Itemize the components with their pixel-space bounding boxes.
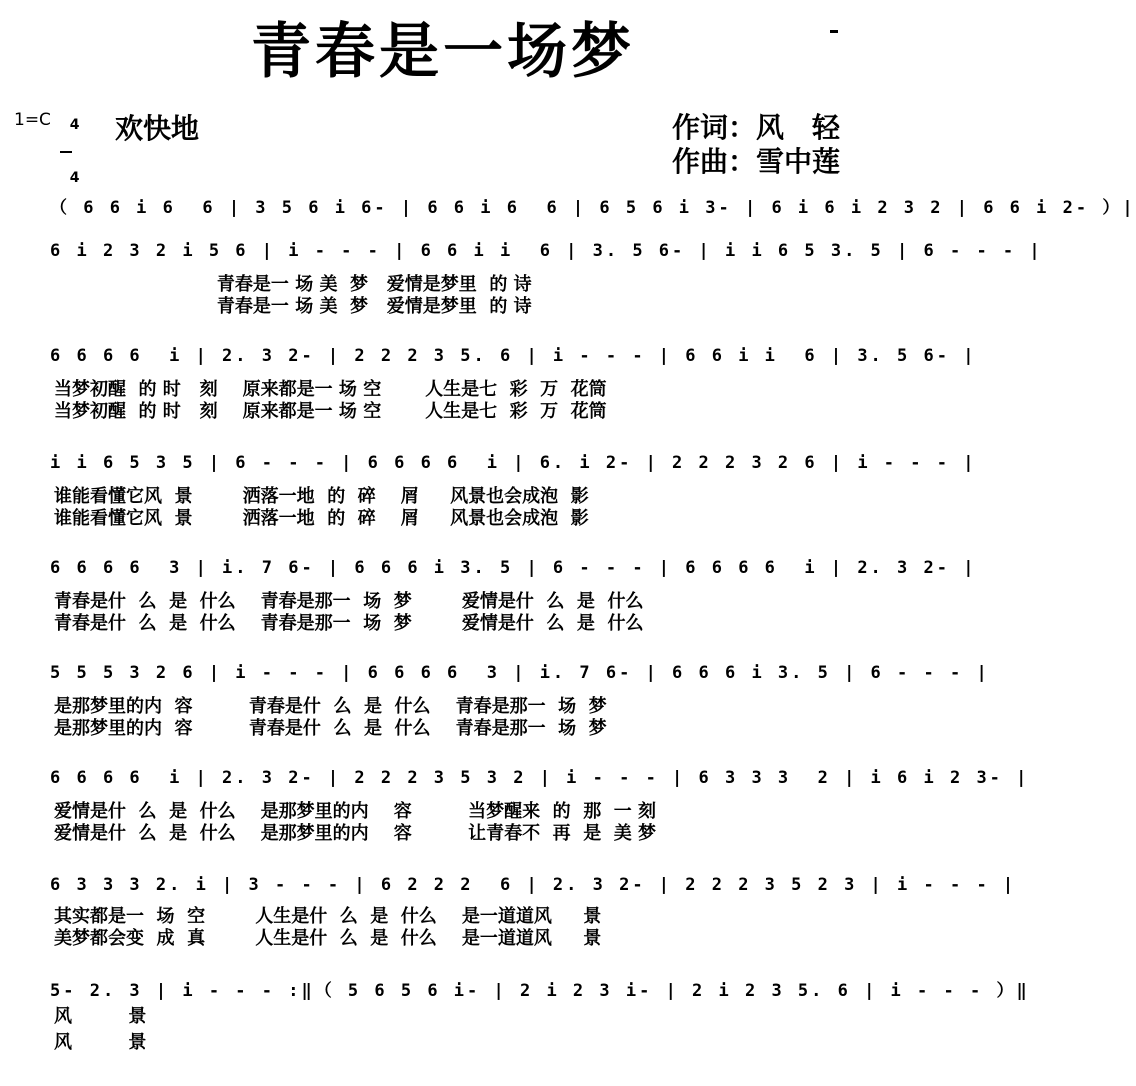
stray-mark [830,30,838,33]
notation-line: 6 6 6 6 i | 2. 3 2- | 2 2 2 3 5. 6 | i - - - | 6 6 i i 6 | 3. 5 6- | [50,346,977,366]
lyricist-credit: 作词：风 轻 [672,111,841,144]
lyric-line: 风 景 [54,1032,147,1053]
time-signature-bar [60,151,72,153]
lyric-line: 风 景 [54,1006,147,1027]
notation-line: i i 6 5 3 5 | 6 - - - | 6 6 6 6 i | 6. i 2- | 2 2 2 3 2 6 | i - - - | [50,453,977,473]
song-title: 青春是一场梦 [251,17,635,87]
notation-line: （ 6 6 i 6 6 | 3 5 6 i 6- | 6 6 i 6 6 | 6 5 6 i 3- | 6 i 6 i 2 3 2 | 6 6 i 2- ）| [50,198,1136,218]
notation-line: 5 5 5 3 2 6 | i - - - | 6 6 6 6 3 | i. 7 6- | 6 6 6 i 3. 5 | 6 - - - | [50,663,990,683]
lyric-line: 美梦都会变 成 真 人生是什 么 是 什么 是一道道风 景 [54,928,602,949]
time-signature-top: 4 [69,117,80,133]
lyric-line: 其实都是一 场 空 人生是什 么 是 什么 是一道道风 景 [54,906,602,927]
lyric-line: 是那梦里的内 容 青春是什 么 是 什么 青春是那一 场 梦 [54,718,607,739]
tempo-marking: 欢快地 [115,112,200,145]
lyric-line: 当梦初醒 的 时 刻 原来都是一 场 空 人生是七 彩 万 花筒 [54,379,607,400]
time-signature-bottom: 4 [69,170,80,186]
lyric-line: 青春是什 么 是 什么 青春是那一 场 梦 爱情是什 么 是 什么 [54,591,644,612]
composer-credit: 作曲：雪中莲 [672,145,841,178]
lyric-line: 青春是一 场 美 梦 爱情是梦里 的 诗 [54,274,532,295]
notation-line: 6 6 6 6 i | 2. 3 2- | 2 2 2 3 5 3 2 | i - - - | 6 3 3 3 2 | i 6 i 2 3- | [50,768,1030,788]
lyric-line: 谁能看懂它风 景 洒落一地 的 碎 屑 风景也会成泡 影 [54,486,589,507]
notation-line: 5- 2. 3 | i - - - :‖（ 5 6 5 6 i- | 2 i 2 3 i- | 2 i 2 3 5. 6 | i - - - ）‖ [50,981,1030,1001]
lyric-line: 爱情是什 么 是 什么 是那梦里的内 容 让青春不 再 是 美 梦 [54,823,656,844]
lyric-line: 爱情是什 么 是 什么 是那梦里的内 容 当梦醒来 的 那 一 刻 [54,801,656,822]
time-signature [60,100,80,187]
lyric-line: 是那梦里的内 容 青春是什 么 是 什么 青春是那一 场 梦 [54,696,607,717]
lyric-line: 青春是什 么 是 什么 青春是那一 场 梦 爱情是什 么 是 什么 [54,613,644,634]
notation-line: 6 3 3 3 2. i | 3 - - - | 6 2 2 2 6 | 2. 3 2- | 2 2 2 3 5 2 3 | i - - - | [50,875,1017,895]
lyric-line: 青春是一 场 美 梦 爱情是梦里 的 诗 [54,296,532,317]
notation-line: 6 6 6 6 3 | i. 7 6- | 6 6 6 i 3. 5 | 6 - - - | 6 6 6 6 i | 2. 3 2- | [50,558,977,578]
lyric-line: 当梦初醒 的 时 刻 原来都是一 场 空 人生是七 彩 万 花筒 [54,401,607,422]
lyric-line: 谁能看懂它风 景 洒落一地 的 碎 屑 风景也会成泡 影 [54,508,589,529]
key-signature: 1=C [14,110,51,130]
notation-line: 6 i 2 3 2 i 5 6 | i - - - | 6 6 i i 6 | 3. 5 6- | i i 6 5 3. 5 | 6 - - - | [50,241,1043,261]
